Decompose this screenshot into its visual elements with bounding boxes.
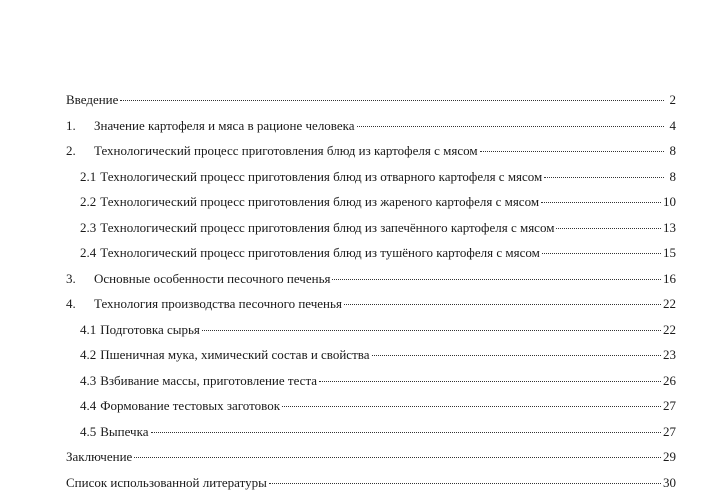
toc-entry-number: 4.4 [80, 398, 97, 413]
toc-entry-number: 2.3 [80, 219, 97, 235]
toc-entry-page-number: 30 [663, 474, 676, 490]
toc-entry [66, 245, 676, 271]
toc-entry-number: 4.5 [80, 423, 97, 439]
toc-entry [66, 373, 676, 399]
toc-entry [66, 92, 676, 118]
toc-entry-page-number: 13 [663, 219, 676, 235]
toc-entry-number: 2.2 [80, 194, 97, 209]
toc-entry [66, 220, 676, 246]
dot-leader [319, 381, 661, 382]
toc-entry-page-number: 15 [663, 245, 676, 260]
toc-entry-title: Список использованной литературы [66, 474, 267, 490]
toc-entry-page-number: 8 [669, 143, 676, 158]
dot-leader [282, 406, 661, 407]
toc-entry [66, 322, 676, 348]
table-of-contents [66, 92, 676, 490]
toc-entry [66, 449, 676, 475]
toc-entry [66, 296, 676, 322]
toc-entry-page-number: 26 [663, 372, 676, 388]
toc-entry-title: Взбивание массы, приготовление теста [100, 372, 318, 388]
dot-leader [269, 483, 661, 484]
toc-entry-page-number: 23 [663, 347, 676, 362]
toc-entry-page-number: 2 [669, 92, 676, 107]
toc-entry-title: Технологический процесс приготовления блюд из запечённого картофеля с мясом [100, 219, 555, 235]
toc-entry [66, 347, 676, 373]
toc-entry [66, 424, 676, 450]
toc-entry-title: Введение [66, 92, 119, 107]
toc-entry [66, 271, 676, 297]
toc-entry-number: 4. [66, 296, 76, 311]
toc-entry [66, 169, 676, 195]
dot-leader [480, 151, 664, 152]
toc-entry [66, 194, 676, 220]
toc-entry-page-number: 4 [669, 117, 676, 133]
toc-entry [66, 143, 676, 169]
toc-entry-title: Технологический процесс приготовления блюд из тушёного картофеля с мясом [100, 245, 540, 260]
toc-entry-page-number: 22 [663, 296, 676, 311]
toc-entry-page-number: 16 [663, 270, 676, 286]
toc-entry-number: 2.4 [80, 245, 97, 260]
dot-leader [372, 355, 662, 356]
dot-leader [120, 100, 664, 101]
dot-leader [332, 279, 661, 280]
toc-entry-title: Формование тестовых заготовок [100, 398, 281, 413]
toc-entry-title: Технология производства песочного печенья [94, 296, 342, 311]
toc-entry-number: 4.2 [80, 347, 97, 362]
toc-entry-page-number: 22 [663, 321, 676, 337]
toc-entry-number: 3. [66, 270, 76, 286]
dot-leader [151, 432, 662, 433]
toc-entry-page-number: 27 [663, 423, 676, 439]
dot-leader [344, 304, 661, 305]
toc-entry-page-number: 8 [669, 168, 676, 184]
dot-leader [556, 228, 661, 229]
toc-entry-title: Заключение [66, 449, 133, 464]
toc-entry-title: Подготовка сырья [100, 321, 200, 337]
toc-entry-title: Технологический процесс приготовления блюд из жареного картофеля с мясом [100, 194, 540, 209]
dot-leader [134, 457, 661, 458]
dot-leader [202, 330, 661, 331]
toc-entry-title: Технологический процесс приготовления блюд из отварного картофеля с мясом [100, 168, 543, 184]
dot-leader [541, 202, 661, 203]
toc-entry-number: 4.1 [80, 321, 97, 337]
toc-entry-number: 4.3 [80, 372, 97, 388]
toc-entry-number: 1. [66, 117, 76, 133]
toc-entry [66, 474, 676, 490]
dot-leader [544, 177, 664, 178]
toc-entry-number: 2. [66, 143, 76, 158]
toc-entry-title: Значение картофеля и мяса в рационе человека [94, 117, 355, 133]
toc-entry-title: Пшеничная мука, химический состав и свойства [100, 347, 370, 362]
dot-leader [542, 253, 661, 254]
toc-entry-page-number: 27 [663, 398, 676, 413]
toc-entry [66, 398, 676, 424]
toc-entry-title: Выпечка [100, 423, 149, 439]
toc-entry-title: Основные особенности песочного печенья [94, 270, 331, 286]
toc-entry-number: 2.1 [80, 168, 97, 184]
toc-entry-page-number: 10 [663, 194, 676, 209]
toc-entry-page-number: 29 [663, 449, 676, 464]
toc-entry-title: Технологический процесс приготовления блюд из картофеля с мясом [94, 143, 478, 158]
dot-leader [357, 126, 664, 127]
toc-entry [66, 118, 676, 144]
